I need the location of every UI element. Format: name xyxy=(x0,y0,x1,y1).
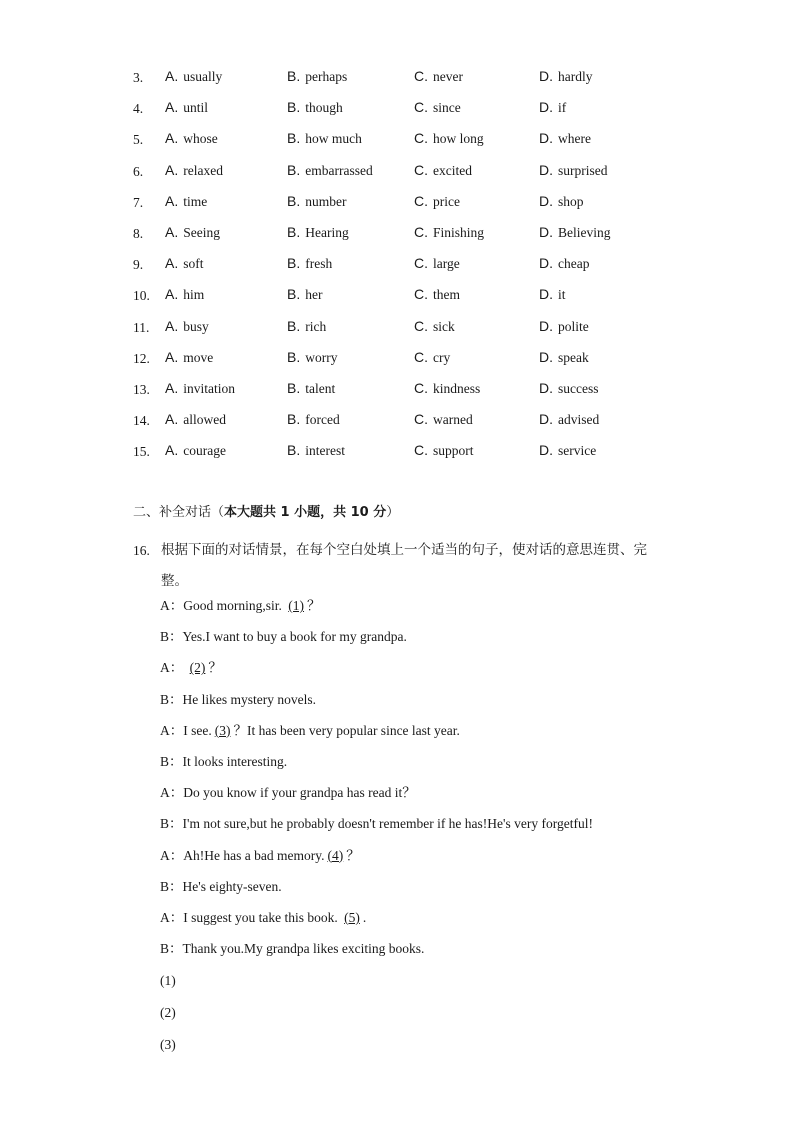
option-c xyxy=(414,160,472,181)
speaker-label: A： xyxy=(160,785,184,801)
answer-lines xyxy=(160,971,176,1066)
speaker-label: A： xyxy=(160,660,184,676)
option-d xyxy=(539,253,589,274)
question-number: 12. xyxy=(133,350,150,366)
answer-blank[interactable]: (3) xyxy=(214,722,231,738)
option-letter: A. xyxy=(165,286,179,303)
question-row xyxy=(133,409,733,440)
speaker-label: A： xyxy=(160,847,184,863)
option-text: where xyxy=(558,131,591,147)
option-a xyxy=(165,222,220,243)
option-letter: C. xyxy=(414,442,428,459)
speaker-label: A： xyxy=(160,598,184,613)
option-letter: A. xyxy=(165,348,179,365)
question-row xyxy=(133,347,733,378)
dialogue-line xyxy=(160,814,720,845)
option-text: advised xyxy=(558,412,600,428)
option-letter: D. xyxy=(539,286,553,303)
option-letter: A. xyxy=(165,255,179,272)
dialogue-text-after: ？ xyxy=(208,660,222,676)
option-a xyxy=(165,284,204,305)
option-c xyxy=(414,97,461,118)
dialogue-text: He likes mystery novels. xyxy=(182,691,316,707)
option-text: soft xyxy=(183,256,204,272)
question-number: 6. xyxy=(133,163,144,179)
option-letter: A. xyxy=(165,379,179,396)
dialogue-text: Thank you.My grandpa likes exciting books. xyxy=(182,941,425,957)
option-b xyxy=(287,316,326,337)
option-letter: D. xyxy=(539,348,553,365)
option-letter: C. xyxy=(414,68,428,84)
option-letter: D. xyxy=(539,442,553,459)
option-letter: B. xyxy=(287,161,301,178)
dialogue-line xyxy=(160,783,720,814)
option-text: courage xyxy=(183,443,226,459)
option-letter: B. xyxy=(287,317,301,334)
option-letter: A. xyxy=(165,223,179,240)
question-number: 8. xyxy=(133,225,144,241)
dialogue-line xyxy=(160,846,720,877)
dialogue-line xyxy=(160,721,720,752)
option-b xyxy=(287,284,322,305)
dialogue-text: Yes.I want to buy a book for my grandpa. xyxy=(182,629,407,645)
dialogue-line xyxy=(160,627,720,658)
option-text: success xyxy=(558,380,599,396)
option-letter: B. xyxy=(287,99,301,116)
option-text: how long xyxy=(433,131,484,147)
speaker-label: A： xyxy=(160,909,184,925)
option-text: perhaps xyxy=(305,69,348,84)
option-letter: B. xyxy=(287,286,301,303)
option-text: interest xyxy=(305,443,345,459)
option-letter: C. xyxy=(414,161,428,178)
question-row xyxy=(133,440,733,471)
dialogue-text: Good morning,sir. xyxy=(183,598,286,613)
option-c xyxy=(414,284,460,305)
option-a xyxy=(165,316,209,337)
question-number: 15. xyxy=(133,444,150,460)
option-text: though xyxy=(305,100,343,116)
option-letter: B. xyxy=(287,411,301,428)
option-text: number xyxy=(305,193,347,209)
option-letter: C. xyxy=(414,255,428,272)
option-letter: B. xyxy=(287,348,301,365)
option-text: busy xyxy=(183,318,209,334)
question-number: 13. xyxy=(133,381,150,397)
question-row xyxy=(133,253,733,284)
dialogue-text: It looks interesting. xyxy=(182,753,288,769)
dialogue-text: Do you know if your grandpa has read it？ xyxy=(183,785,416,801)
option-a xyxy=(165,253,203,274)
option-letter: B. xyxy=(287,255,301,272)
option-letter: A. xyxy=(165,317,179,334)
question-row xyxy=(133,284,733,315)
option-d xyxy=(539,191,584,212)
option-text: forced xyxy=(305,412,340,428)
question-number: 7. xyxy=(133,194,144,210)
option-b xyxy=(287,378,335,399)
option-text: rich xyxy=(305,318,327,334)
option-d xyxy=(539,347,589,368)
option-text: support xyxy=(433,443,474,459)
option-b xyxy=(287,409,340,430)
speaker-label: A： xyxy=(160,722,184,738)
option-d xyxy=(539,128,591,149)
answer-line[interactable]: (3) xyxy=(160,1036,176,1052)
option-text: whose xyxy=(183,131,218,147)
answer-line[interactable]: (1) xyxy=(160,973,176,988)
answer-blank[interactable]: (4) xyxy=(327,847,344,863)
speaker-label: B： xyxy=(160,691,183,707)
dialogue-line xyxy=(160,752,720,783)
option-letter: D. xyxy=(539,130,553,147)
option-letter: B. xyxy=(287,192,301,209)
option-text: him xyxy=(183,287,205,303)
question-number: 4. xyxy=(133,101,144,117)
option-b xyxy=(287,440,345,461)
option-text: cheap xyxy=(558,256,590,272)
option-text: kindness xyxy=(433,380,481,396)
option-letter: C. xyxy=(414,317,428,334)
option-letter: D. xyxy=(539,255,553,272)
option-text: service xyxy=(558,443,597,459)
option-b xyxy=(287,253,332,274)
answer-line[interactable]: (2) xyxy=(160,1004,176,1020)
option-c xyxy=(414,66,463,87)
option-b xyxy=(287,222,349,243)
option-letter: B. xyxy=(287,379,301,396)
option-letter: D. xyxy=(539,192,553,209)
option-b xyxy=(287,160,373,181)
option-text: Believing xyxy=(558,224,611,240)
dialogue-line xyxy=(160,877,720,908)
option-c xyxy=(414,253,460,274)
option-text: Seeing xyxy=(183,224,220,240)
option-text: hardly xyxy=(558,69,593,84)
option-b xyxy=(287,66,347,87)
option-text: speak xyxy=(558,349,589,365)
option-letter: C. xyxy=(414,379,428,396)
dialogue-line xyxy=(160,596,720,627)
option-text: warned xyxy=(433,412,473,428)
question-number: 16. xyxy=(133,543,150,558)
option-a xyxy=(165,160,223,181)
option-c xyxy=(414,222,484,243)
option-text: if xyxy=(558,100,567,116)
option-letter: B. xyxy=(287,442,301,459)
option-d xyxy=(539,409,599,430)
option-a xyxy=(165,66,222,87)
option-text: Hearing xyxy=(305,224,349,240)
option-a xyxy=(165,128,218,149)
question-row xyxy=(133,128,733,159)
option-a xyxy=(165,347,213,368)
option-letter: C. xyxy=(414,348,428,365)
option-a xyxy=(165,97,208,118)
dialogue-text: He's eighty-seven. xyxy=(182,878,282,894)
option-text: price xyxy=(433,193,460,209)
option-text: how much xyxy=(305,131,362,147)
section-heading-suffix: ） xyxy=(386,505,400,520)
option-c xyxy=(414,191,460,212)
question-number: 10. xyxy=(133,288,150,304)
option-text: sick xyxy=(433,318,455,334)
dialogue-line xyxy=(160,658,720,689)
question-number: 3. xyxy=(133,70,144,85)
option-a xyxy=(165,378,235,399)
option-text: worry xyxy=(305,349,338,365)
question-number: 14. xyxy=(133,413,150,429)
section-heading xyxy=(133,503,399,523)
question-row xyxy=(133,316,733,347)
dialogue xyxy=(160,596,720,970)
speaker-label: B： xyxy=(160,816,183,832)
option-text: fresh xyxy=(305,256,333,272)
option-letter: C. xyxy=(414,99,428,116)
option-letter: A. xyxy=(165,68,179,84)
dialogue-line xyxy=(160,939,720,970)
option-c xyxy=(414,316,455,337)
option-text: surprised xyxy=(558,162,608,178)
option-d xyxy=(539,160,608,181)
option-d xyxy=(539,222,611,243)
dialogue-text: I see. xyxy=(183,722,212,738)
question-row xyxy=(133,378,733,409)
dialogue-text: I'm not sure,but he probably doesn't remember if he has!He's very forgetful! xyxy=(182,816,593,832)
dialogue-text-after: ？It has been very popular since last year. xyxy=(233,722,460,738)
answer-blank[interactable]: (5) xyxy=(344,909,360,925)
question-row xyxy=(133,160,733,191)
option-text: excited xyxy=(433,162,472,178)
option-text: move xyxy=(183,349,214,365)
option-text: never xyxy=(433,69,463,84)
option-letter: D. xyxy=(539,68,553,84)
option-text: her xyxy=(305,287,323,303)
option-letter: A. xyxy=(165,192,179,209)
option-letter: C. xyxy=(414,192,428,209)
option-b xyxy=(287,347,337,368)
question-row xyxy=(133,222,733,253)
dialogue-text-after: ？ xyxy=(307,598,321,613)
option-letter: A. xyxy=(165,99,179,116)
option-letter: B. xyxy=(287,68,301,84)
question-number: 5. xyxy=(133,132,144,148)
option-text: them xyxy=(433,287,460,303)
option-d xyxy=(539,440,596,461)
option-a xyxy=(165,409,226,430)
option-text: until xyxy=(183,100,208,116)
speaker-label: B： xyxy=(160,753,183,769)
option-text: embarrassed xyxy=(305,162,373,178)
option-text: Finishing xyxy=(433,224,485,240)
option-text: allowed xyxy=(183,412,226,428)
question-row xyxy=(133,97,733,128)
dialogue-text: I suggest you take this book. xyxy=(183,909,342,925)
option-c xyxy=(414,128,484,149)
dialogue-text-after: ？ xyxy=(346,847,360,863)
option-letter: C. xyxy=(414,411,428,428)
option-letter: D. xyxy=(539,379,553,396)
option-letter: A. xyxy=(165,411,179,428)
speaker-label: B： xyxy=(160,941,183,957)
option-text: relaxed xyxy=(183,162,223,178)
option-letter: D. xyxy=(539,99,553,116)
option-c xyxy=(414,440,474,461)
question-row xyxy=(133,191,733,222)
dialogue-line xyxy=(160,690,720,721)
option-d xyxy=(539,66,593,87)
option-text: usually xyxy=(183,69,223,84)
question-number: 11. xyxy=(133,319,150,335)
answer-blank[interactable]: (1) xyxy=(288,598,305,613)
option-letter: A. xyxy=(165,130,179,147)
option-letter: D. xyxy=(539,161,553,178)
option-text: time xyxy=(183,193,208,209)
option-letter: A. xyxy=(165,161,179,178)
option-c xyxy=(414,347,450,368)
section-heading-score: 本大题共 1 小题，共 10 分 xyxy=(224,505,387,520)
option-letter: A. xyxy=(165,442,179,459)
dialogue-text-after: . xyxy=(362,909,367,925)
option-a xyxy=(165,440,226,461)
option-d xyxy=(539,284,566,305)
dialogue-line xyxy=(160,908,720,939)
option-text: cry xyxy=(433,349,451,365)
option-text: large xyxy=(433,256,460,272)
option-b xyxy=(287,128,362,149)
question-row xyxy=(133,66,733,97)
option-text: invitation xyxy=(183,380,235,396)
option-letter: D. xyxy=(539,317,553,334)
dialogue-text: Ah!He has a bad memory. xyxy=(183,847,325,863)
section-heading-prefix: 二、补全对话（ xyxy=(133,505,225,520)
option-b xyxy=(287,191,346,212)
option-letter: B. xyxy=(287,130,301,147)
option-letter: C. xyxy=(414,286,428,303)
option-d xyxy=(539,97,566,118)
question-number: 9. xyxy=(133,257,144,273)
option-letter: C. xyxy=(414,130,428,147)
speaker-label: B： xyxy=(160,629,183,645)
multiple-choice-list xyxy=(133,66,733,471)
option-d xyxy=(539,316,589,337)
option-letter: D. xyxy=(539,411,553,428)
option-text: it xyxy=(558,287,566,303)
option-text: polite xyxy=(558,318,589,334)
option-text: shop xyxy=(558,193,584,209)
option-letter: B. xyxy=(287,223,301,240)
option-c xyxy=(414,378,480,399)
option-text: talent xyxy=(305,380,336,396)
option-letter: D. xyxy=(539,223,553,240)
answer-blank[interactable]: (2) xyxy=(189,660,206,676)
option-c xyxy=(414,409,473,430)
option-a xyxy=(165,191,207,212)
option-d xyxy=(539,378,599,399)
option-letter: C. xyxy=(414,223,428,240)
option-b xyxy=(287,97,343,118)
speaker-label: B： xyxy=(160,878,183,894)
question-instruction: 根据下面的对话情景，在每个空白处填上一个适当的句子，使对话的意思连贯、完整。 xyxy=(161,542,647,589)
question-16 xyxy=(133,535,673,597)
option-text: since xyxy=(433,100,461,116)
